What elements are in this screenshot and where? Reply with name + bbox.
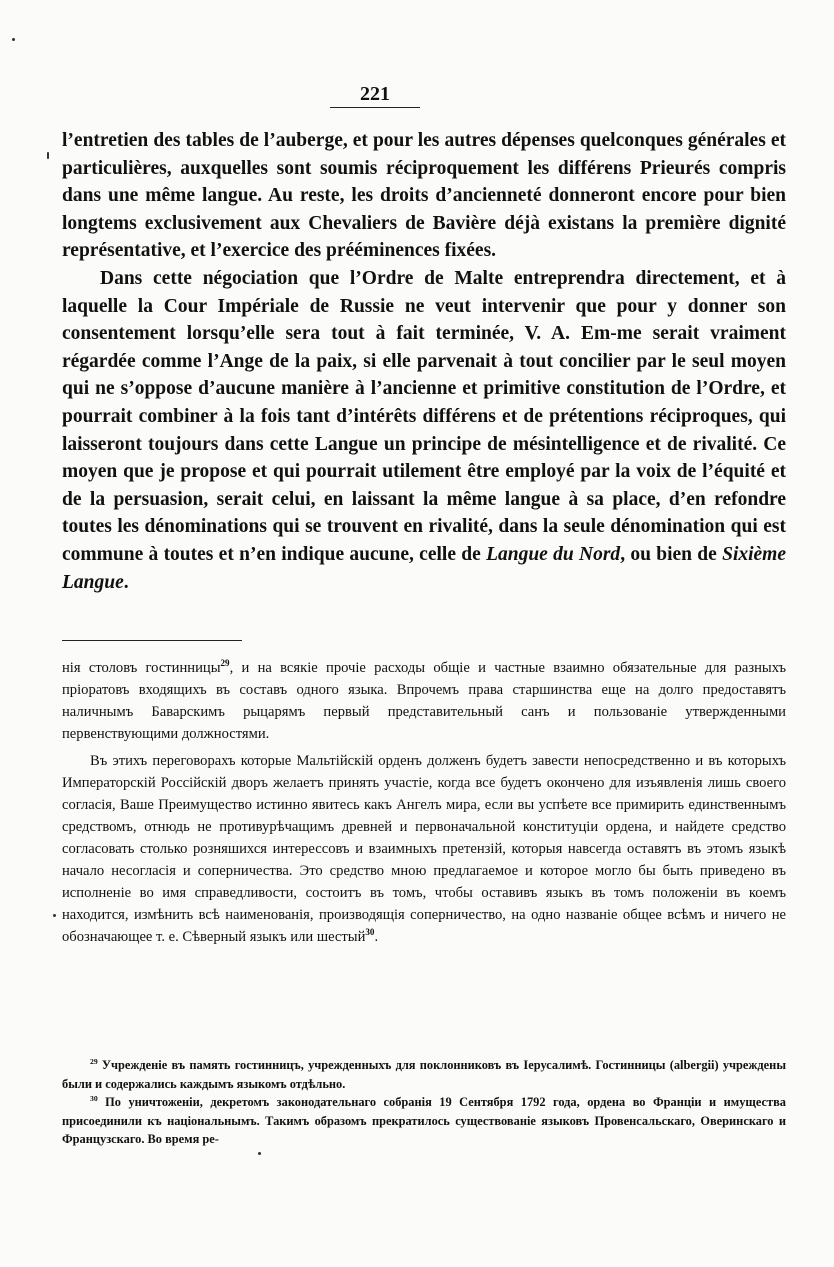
scan-speck xyxy=(258,1152,261,1155)
sixieme-langue: Sixième Langue xyxy=(62,543,787,593)
russian-paragraph-2-end: . xyxy=(374,929,379,945)
footnote-ref-30: 30 xyxy=(365,927,375,938)
russian-paragraph-1-rest: , и на всякіе прочіе расходы общіе и частные взаимно обязательные для разныхъ пріоратовъ входящихъ въ составъ одного языка. Впрочемъ права старшинства еще на долго предоставятъ наличнымъ Баварскимъ рыцарямъ первый представительный санъ и пользованіе утвержденными первенствующими должностями. xyxy=(62,660,786,742)
footnotes xyxy=(62,1056,786,1149)
french-paragraph-1: l’entretien des tables de l’auberge, et pour les autres dépenses quelconques générales et particulières, auxquelles sont soumis réciproquement les différens Prieurés compris dans une même langue. Au reste, les droits d’ancienneté donneront encore pour bien longtems exclusivement aux Chevaliers de Bavière déjà existans la première dignité représentative, et l’exercice des prééminences fixées. xyxy=(62,130,786,262)
scan-speck xyxy=(53,914,56,917)
footnote-29 xyxy=(62,1056,786,1093)
langue-du-nord: Langue du Nord xyxy=(486,543,621,565)
footnote-30-text: По уничтоженіи, декретомъ законодательнаго собранія 19 Сентября 1792 года, ордена во Франціи и имущества присоединили къ національнымъ. Такимъ образомъ прекратилось существованіе языковъ Провенсальскаго, Оверинскаго и Французскаго. Во время ре- xyxy=(62,1095,786,1146)
scan-speck xyxy=(47,152,49,159)
russian-paragraph-1-start: нія столовъ гостинницы xyxy=(62,660,221,676)
footnote-30 xyxy=(62,1093,786,1149)
french-text-block xyxy=(62,127,786,596)
russian-paragraph-2-text: Въ этихъ переговорахъ которые Мальтійскій орденъ долженъ будетъ завести непосредственно и въ которыхъ Императорскій Россійскій дворъ желаетъ принять участіе, когда все будетъ окончено для изъявленія лишь своего согласія, Ваше Преимущество истинно явитесь какъ Ангелъ мира, если вы успѣете все примирить единственнымъ средствомъ, отнюдь не противурѣчащимъ древней и первоначальной конституціи ордена, и найдете средство согласовать столько розняшихся интерессовъ и взаимныхъ претензій, которыя навсегда оставятъ въ этомъ языкѣ начало несогласія и соперничества. Это средство мною предлагаемое и которое могло бы быть приведено въ исполненіе во имя справедливости, состоитъ въ томъ, чтобы оставивъ языкъ въ томъ положеніи въ коемъ находится, измѣнить всѣ наименованія, производящія соперничество, на одно названіе общее всѣмъ и ничего не обозначающее т. е. Сѣверный языкъ или шестый xyxy=(62,753,786,945)
french-paragraph-2 xyxy=(62,265,786,596)
section-separator xyxy=(62,640,242,641)
footnote-29-text: Учрежденіе въ память гостинницъ, учрежденныхъ для поклонниковъ въ Іерусалимѣ. Гостинницы (albergii) учреждены были и содержались каждымъ языкомъ отдѣльно. xyxy=(62,1058,786,1091)
french-paragraph-2-end: . xyxy=(123,571,129,593)
footnote-29-number: 29 xyxy=(90,1056,98,1066)
russian-translation-block xyxy=(62,657,786,948)
russian-paragraph-2 xyxy=(62,750,786,948)
russian-paragraph-1 xyxy=(62,657,786,745)
french-paragraph-2-text: Dans cette négociation que l’Ordre de Malte entreprendra directement, et à laquelle la Cour Impériale de Russie ne veut intervenir que pour y donner son consentement lorsqu’elle sera tout à fait terminée, V. A. Em-me serait vraiment régardée comme l’Ange de la paix, si elle parvenait à tout concilier par le seul moyen qui ne s’oppose d’aucune manière à l’ancienne et primitive constitution de l’Ordre, et pourrait combiner à la fois tant d’intérêts différens et de prétentions réciproques, qui laisseront toujours dans cette Langue un principe de mésintelligence et de rivalité. Ce moyen que je propose et qui pourrait utilement être employé par la voix de l’équité et de la persuasion, serait celui, en laissant la même langue à sa place, d’en refondre toutes les dénominations qui se trouvent en rivalité, dans la seule dénomination qui est commune à toutes et n’en indique aucune, celle de xyxy=(62,267,786,565)
french-paragraph-2-connector: , ou bien de xyxy=(620,543,723,565)
page-number: 221 xyxy=(360,83,390,105)
page-number-underline xyxy=(330,107,420,108)
footnote-30-number: 30 xyxy=(90,1093,98,1103)
footnote-ref-29: 29 xyxy=(220,658,230,669)
scan-speck xyxy=(12,38,15,41)
